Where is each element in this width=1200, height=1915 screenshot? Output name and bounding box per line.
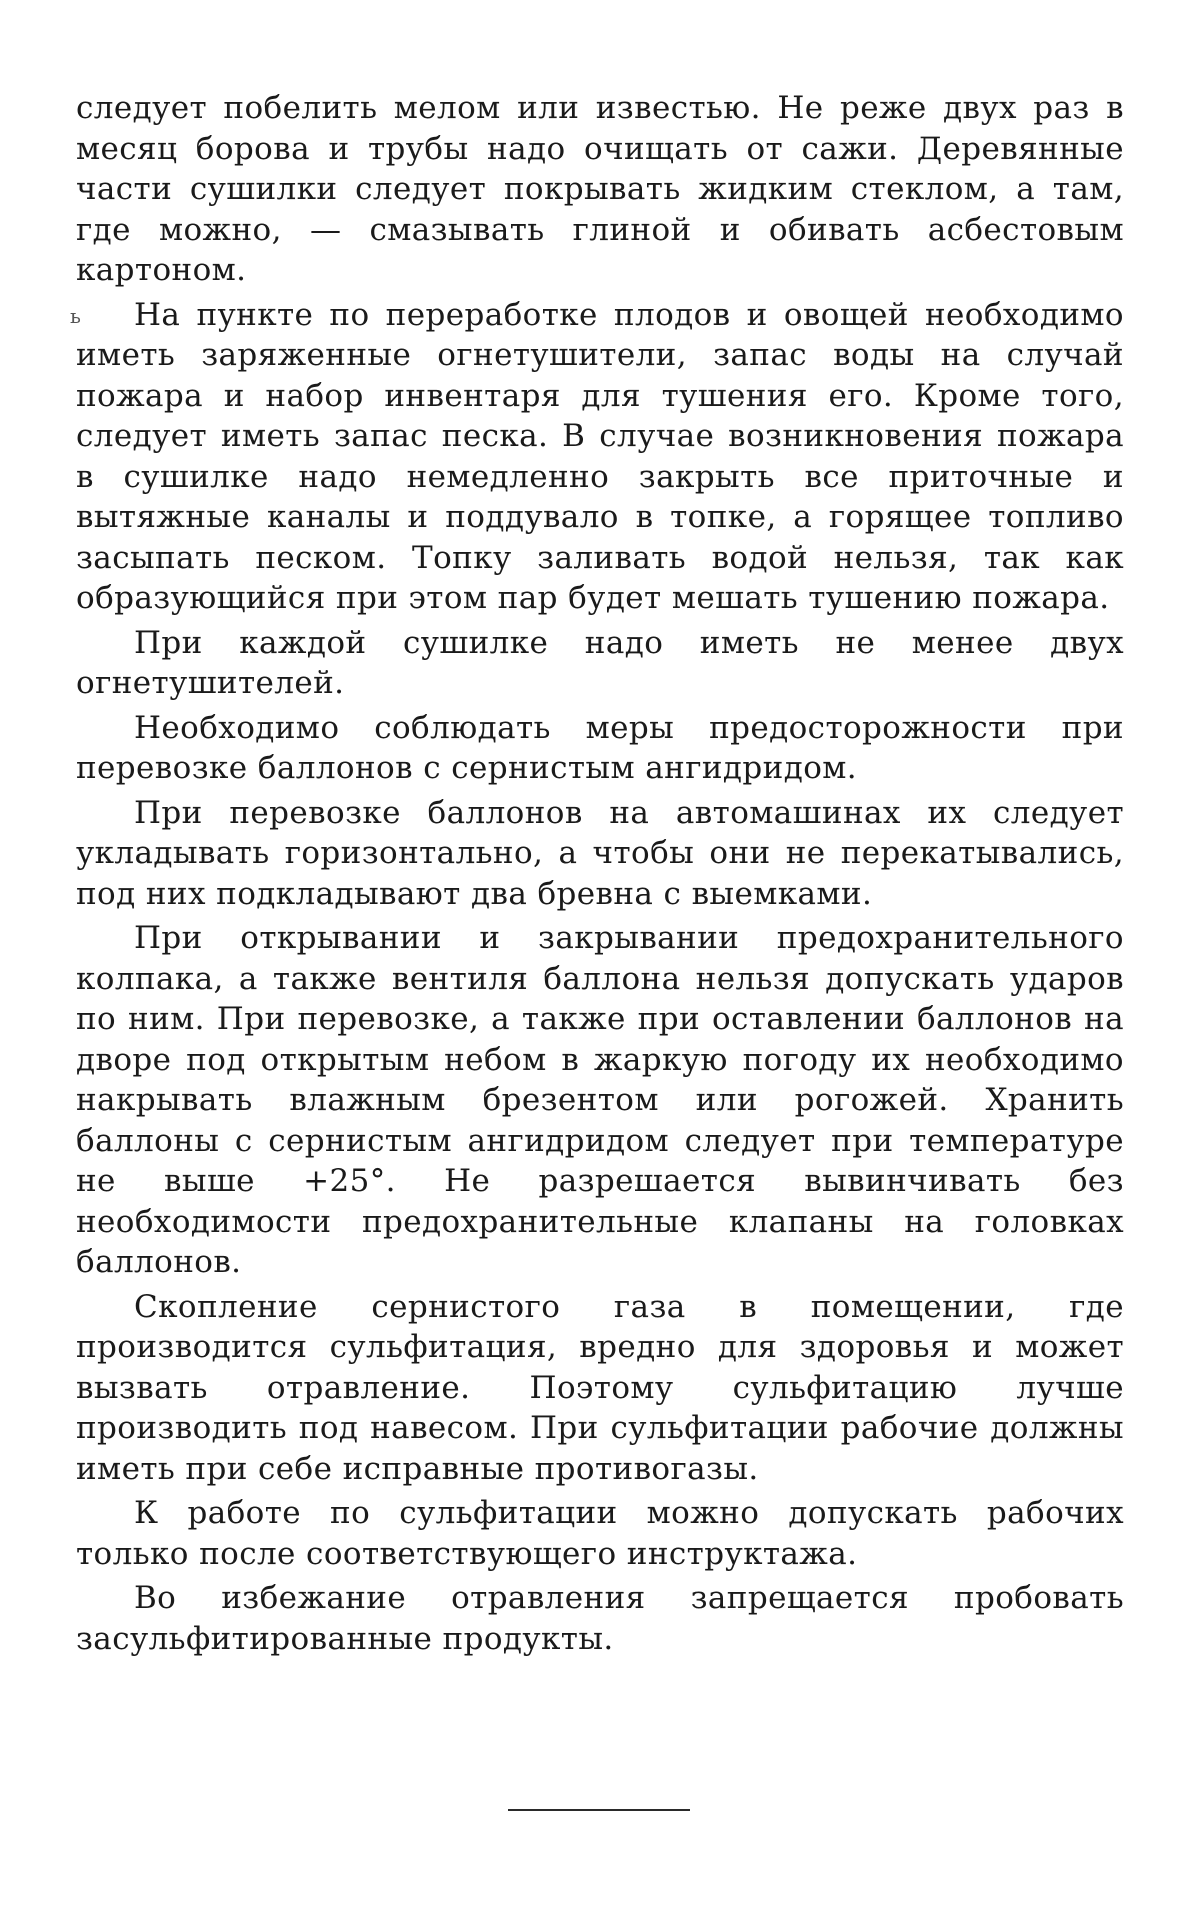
paragraph-3: При каждой сушилке надо иметь не менее двух огнетушителей. xyxy=(76,624,1124,701)
paragraph-2: На пункте по переработке плодов и овощей необходимо иметь заряженные огнетушители, запас воды на случай пожара и набор инвентаря для тушения его. Кроме того, следует иметь запас песка. В случае возникновения пожара в сушилке надо немедленно закрыть все приточные и вытяжные каналы и поддувало в топке, а горящее топливо засыпать песком. Топку заливать водой нельзя, так как образующийся при этом пар будет мешать тушению пожара. xyxy=(76,296,1124,616)
paragraph-7: Скопление сернистого газа в помещении, где производится сульфитация, вредно для здоровья и может вызвать отравление. Поэтому сульфитацию лучше производить под навесом. При сульфитации рабочие должны иметь при себе исправные противогазы. xyxy=(76,1288,1124,1487)
paragraph-8: К работе по сульфитации можно допускать рабочих только после соответствующего инструктажа. xyxy=(76,1495,1124,1572)
paragraph-6: При открывании и закрывании предохранительного колпака, а также вентиля баллона нельзя допускать ударов по ним. При перевозке, а также при оставлении баллонов на дворе под открытым небом в жаркую погоду их необходимо накрывать влажным брезентом или рогожей. Хранить баллоны с сернистым ангидридом следует при температуре не выше +25°. Не разрешается вывинчивать без необходимости предохранительные клапаны на головках баллонов. xyxy=(76,920,1124,1280)
end-of-section-rule xyxy=(508,1809,690,1811)
text-column xyxy=(76,88,1124,1659)
paragraph-5: При перевозке баллонов на автомашинах их следует укладывать горизонтально, а чтобы они не перекатывались, под них подкладывают два бревна с выемками. xyxy=(76,794,1124,912)
margin-mark: ь xyxy=(70,304,81,328)
paragraph-1: следует побелить мелом или известью. Не реже двух раз в месяц борова и трубы надо очищать от сажи. Деревянные части сушилки следует покрывать жидким стеклом, а там, где можно, — смазывать глиной и обивать асбестовым картоном. xyxy=(76,90,1124,288)
paragraph-9: Во избежание отравления запрещается пробовать засульфитированные продукты. xyxy=(76,1580,1124,1657)
paragraph-4: Необходимо соблюдать меры предосторожности при перевозке баллонов с сернистым ангидридом. xyxy=(76,709,1124,786)
